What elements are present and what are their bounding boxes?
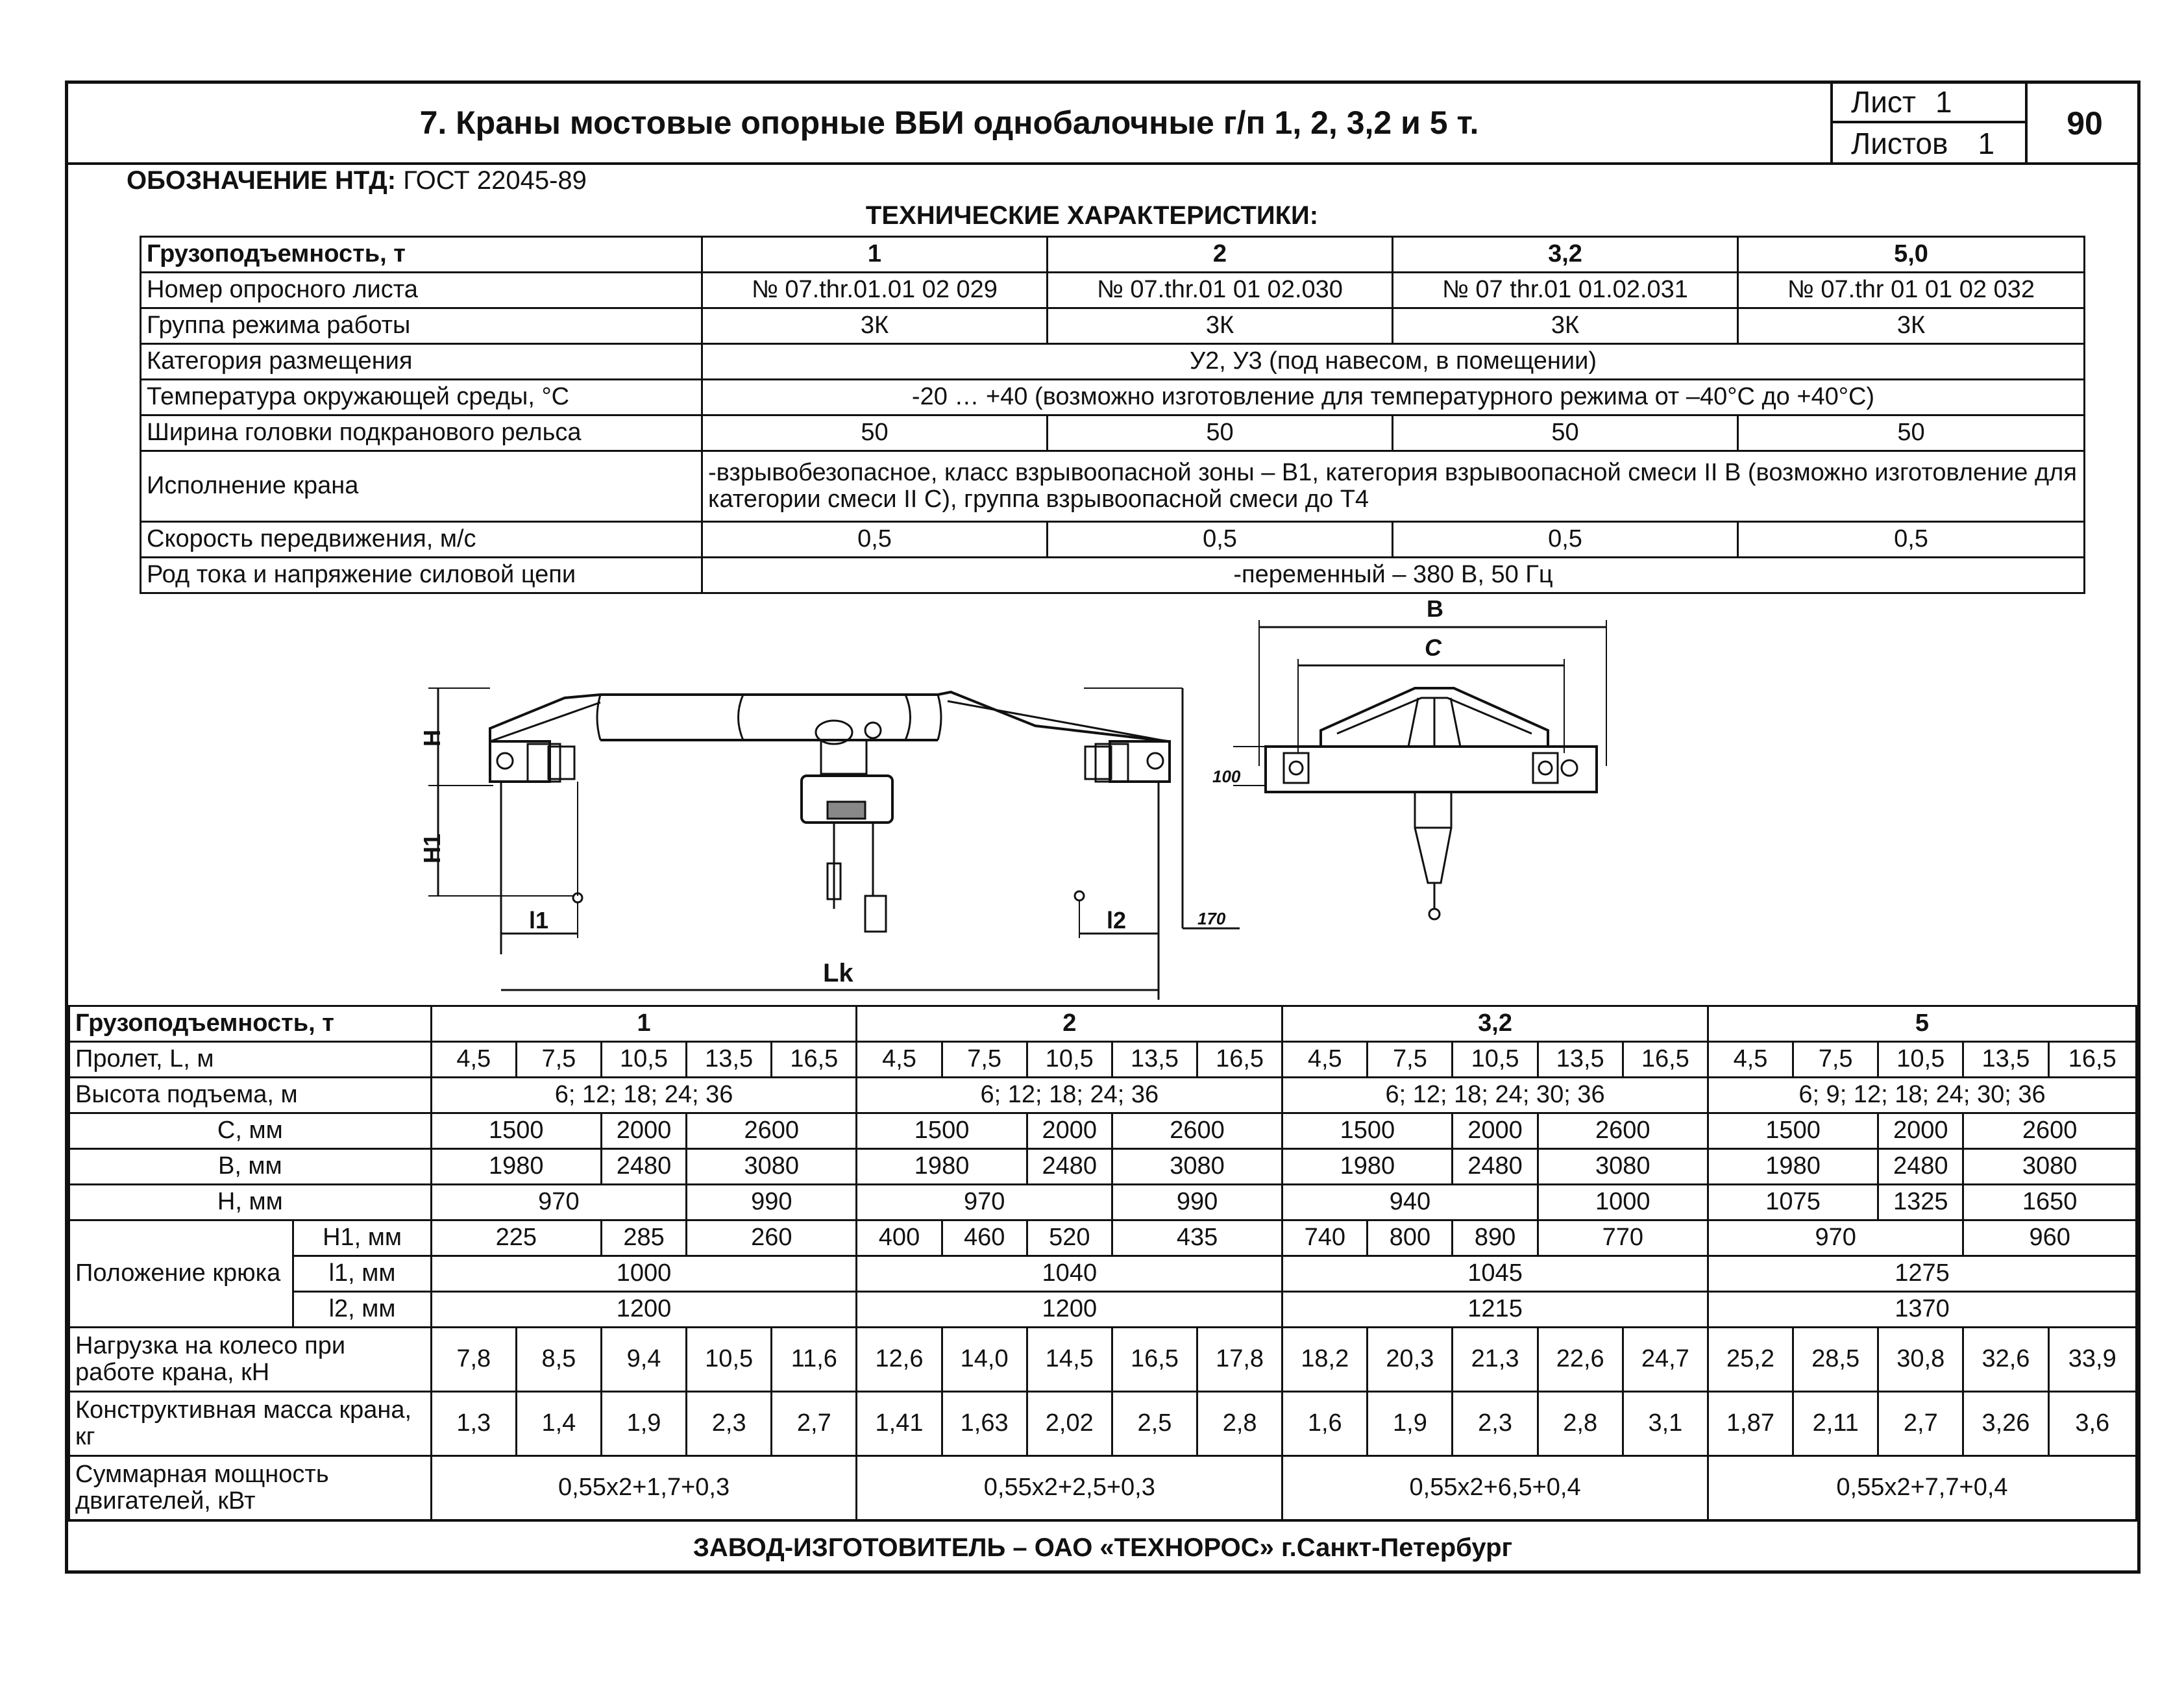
mass-cell: 2,7 bbox=[772, 1392, 857, 1456]
b-cell: 1980 bbox=[857, 1149, 1027, 1185]
spec-power-label: Суммарная мощность двигателей, кВт bbox=[69, 1456, 432, 1520]
l1-cell: 1000 bbox=[431, 1256, 857, 1292]
mass-cell: 2,8 bbox=[1197, 1392, 1282, 1456]
tech-value: № 07 thr.01 01.02.031 bbox=[1393, 273, 1738, 308]
tech-title: ТЕХНИЧЕСКИЕ ХАРАКТЕРИСТИКИ: bbox=[865, 201, 1319, 230]
mass-cell: 2,02 bbox=[1027, 1392, 1112, 1456]
mass-cell: 2,7 bbox=[1878, 1392, 1963, 1456]
tech-value: 0,5 bbox=[1393, 522, 1738, 558]
span-cell: 10,5 bbox=[1027, 1042, 1112, 1078]
h-cell: 1075 bbox=[1708, 1185, 1878, 1220]
span-cell: 16,5 bbox=[2048, 1042, 2137, 1078]
ntd-label: ОБОЗНАЧЕНИЕ НТД: bbox=[127, 166, 397, 195]
manufacturer-footer: ЗАВОД-ИЗГОТОВИТЕЛЬ – ОАО «ТЕХНОРОС» г.Санкт-Петербург bbox=[65, 1519, 2141, 1574]
c-cell: 2600 bbox=[1538, 1113, 1708, 1149]
b-cell: 1980 bbox=[1708, 1149, 1878, 1185]
b-cell: 2480 bbox=[1453, 1149, 1538, 1185]
mass-cell: 1,9 bbox=[601, 1392, 686, 1456]
mass-cell: 2,3 bbox=[1453, 1392, 1538, 1456]
span-cell: 7,5 bbox=[1793, 1042, 1878, 1078]
b-cell: 1980 bbox=[431, 1149, 601, 1185]
b-cell: 3080 bbox=[687, 1149, 857, 1185]
crane-side-view bbox=[428, 688, 1240, 1000]
c-cell: 2000 bbox=[1027, 1113, 1112, 1149]
power-cell: 0,55x2+6,5+0,4 bbox=[1282, 1456, 1708, 1520]
c-cell: 2000 bbox=[601, 1113, 686, 1149]
b-cell: 2480 bbox=[601, 1149, 686, 1185]
sheet-label: Лист bbox=[1851, 85, 1916, 119]
wheel-cell: 8,5 bbox=[516, 1328, 601, 1392]
tech-value: 0,5 bbox=[1738, 522, 2085, 558]
b-cell: 2480 bbox=[1878, 1149, 1963, 1185]
tech-capacity: 3,2 bbox=[1393, 237, 1738, 273]
dim-100-label: 100 bbox=[1212, 767, 1241, 786]
spec-lift-label: Высота подъема, м bbox=[69, 1078, 432, 1113]
b-cell: 1980 bbox=[1282, 1149, 1453, 1185]
spec-capacity: 5 bbox=[1708, 1006, 2136, 1042]
spec-wheel-label: Нагрузка на колесо при работе крана, кН bbox=[69, 1328, 432, 1392]
h-cell: 940 bbox=[1282, 1185, 1538, 1220]
spec-table bbox=[68, 1005, 2137, 1521]
spec-lift-row bbox=[69, 1078, 2137, 1113]
l2-cell: 1200 bbox=[857, 1292, 1282, 1328]
h1-cell: 260 bbox=[687, 1220, 857, 1256]
spec-h1-label: Н1, мм bbox=[293, 1220, 431, 1256]
tech-value: 3К bbox=[1393, 308, 1738, 344]
mass-cell: 3,6 bbox=[2048, 1392, 2137, 1456]
wheel-cell: 7,8 bbox=[431, 1328, 516, 1392]
c-cell: 1500 bbox=[1282, 1113, 1453, 1149]
spec-c-label: С, мм bbox=[69, 1113, 432, 1149]
ntd-value: ГОСТ 22045-89 bbox=[403, 166, 587, 195]
wheel-cell: 18,2 bbox=[1282, 1328, 1368, 1392]
lift-cell: 6; 12; 18; 24; 36 bbox=[431, 1078, 857, 1113]
c-cell: 2000 bbox=[1878, 1113, 1963, 1149]
spec-capacity: 2 bbox=[857, 1006, 1282, 1042]
spec-capacity-label: Грузоподъемность, т bbox=[69, 1006, 432, 1042]
c-cell: 2600 bbox=[1963, 1113, 2137, 1149]
wheel-cell: 25,2 bbox=[1708, 1328, 1793, 1392]
wheel-cell: 32,6 bbox=[1963, 1328, 2048, 1392]
tech-value: 0,5 bbox=[1048, 522, 1393, 558]
tech-label: Скорость передвижения, м/с bbox=[141, 522, 702, 558]
wheel-cell: 30,8 bbox=[1878, 1328, 1963, 1392]
h1-cell: 970 bbox=[1708, 1220, 1963, 1256]
span-cell: 7,5 bbox=[942, 1042, 1027, 1078]
b-cell: 3080 bbox=[1538, 1149, 1708, 1185]
tech-value: У2, У3 (под навесом, в помещении) bbox=[702, 344, 2085, 380]
span-cell: 10,5 bbox=[601, 1042, 686, 1078]
mass-cell: 1,9 bbox=[1368, 1392, 1453, 1456]
tech-capacity: 1 bbox=[702, 237, 1048, 273]
span-cell: 13,5 bbox=[1963, 1042, 2048, 1078]
spec-l2-label: l2, мм bbox=[293, 1292, 431, 1328]
mass-cell: 1,4 bbox=[516, 1392, 601, 1456]
span-cell: 4,5 bbox=[431, 1042, 516, 1078]
tech-value: № 07.thr 01 01 02 032 bbox=[1738, 273, 2085, 308]
spec-wheel-row bbox=[69, 1328, 2137, 1392]
lift-cell: 6; 9; 12; 18; 24; 30; 36 bbox=[1708, 1078, 2136, 1113]
dim-lk-label: Lk bbox=[823, 959, 853, 987]
tech-label: Исполнение крана bbox=[141, 451, 702, 522]
tech-label: Род тока и напряжение силовой цепи bbox=[141, 558, 702, 593]
h1-cell: 770 bbox=[1538, 1220, 1708, 1256]
tech-value: 50 bbox=[1738, 415, 2085, 451]
span-cell: 13,5 bbox=[1112, 1042, 1197, 1078]
tech-label: Ширина головки подкранового рельса bbox=[141, 415, 702, 451]
span-cell: 16,5 bbox=[1197, 1042, 1282, 1078]
tech-value: -взрывобезопасное, класс взрывоопасной зоны – В1, категория взрывоопасной смеси II В (возможно изготовление для категории смеси II С), группа взрывоопасной смеси до Т4 bbox=[702, 451, 2085, 522]
l2-cell: 1370 bbox=[1708, 1292, 2136, 1328]
h1-cell: 400 bbox=[857, 1220, 942, 1256]
dim-c-label: C bbox=[1425, 634, 1442, 661]
wheel-cell: 21,3 bbox=[1453, 1328, 1538, 1392]
dim-h-label: H bbox=[419, 730, 445, 747]
spec-h1-row bbox=[69, 1220, 2137, 1256]
mass-cell: 1,87 bbox=[1708, 1392, 1793, 1456]
mass-cell: 2,8 bbox=[1538, 1392, 1623, 1456]
tech-capacity: 2 bbox=[1048, 237, 1393, 273]
c-cell: 2600 bbox=[687, 1113, 857, 1149]
l1-cell: 1040 bbox=[857, 1256, 1282, 1292]
tech-value: № 07.thr.01 01 02.030 bbox=[1048, 273, 1393, 308]
dim-l2-label: l2 bbox=[1107, 907, 1127, 934]
wheel-cell: 20,3 bbox=[1368, 1328, 1453, 1392]
c-cell: 1500 bbox=[1708, 1113, 1878, 1149]
wheel-cell: 16,5 bbox=[1112, 1328, 1197, 1392]
mass-cell: 1,3 bbox=[431, 1392, 516, 1456]
spec-power-row bbox=[69, 1456, 2137, 1520]
wheel-cell: 14,5 bbox=[1027, 1328, 1112, 1392]
spec-b-label: В, мм bbox=[69, 1149, 432, 1185]
wheel-cell: 14,0 bbox=[942, 1328, 1027, 1392]
mass-cell: 2,11 bbox=[1793, 1392, 1878, 1456]
spec-b-row bbox=[69, 1149, 2137, 1185]
sheet-number: 1 bbox=[1935, 85, 1952, 119]
dim-l1-label: l1 bbox=[529, 907, 549, 934]
c-cell: 2000 bbox=[1453, 1113, 1538, 1149]
sheets-label: Листов bbox=[1851, 127, 1948, 160]
span-cell: 4,5 bbox=[857, 1042, 942, 1078]
wheel-cell: 28,5 bbox=[1793, 1328, 1878, 1392]
h1-cell: 460 bbox=[942, 1220, 1027, 1256]
mass-cell: 3,26 bbox=[1963, 1392, 2048, 1456]
span-cell: 16,5 bbox=[772, 1042, 857, 1078]
span-cell: 13,5 bbox=[687, 1042, 772, 1078]
h-cell: 1650 bbox=[1963, 1185, 2137, 1220]
mass-cell: 2,5 bbox=[1112, 1392, 1197, 1456]
b-cell: 3080 bbox=[1112, 1149, 1282, 1185]
spec-mass-row bbox=[69, 1392, 2137, 1456]
tech-value: 50 bbox=[1393, 415, 1738, 451]
tech-value: 50 bbox=[1048, 415, 1393, 451]
dim-b-label: B bbox=[1427, 595, 1443, 622]
wheel-cell: 12,6 bbox=[857, 1328, 942, 1392]
h-cell: 990 bbox=[687, 1185, 857, 1220]
c-cell: 1500 bbox=[431, 1113, 601, 1149]
spec-span-label: Пролет, L, м bbox=[69, 1042, 432, 1078]
dim-170-label: 170 bbox=[1197, 909, 1226, 928]
tech-label: Номер опросного листа bbox=[141, 273, 702, 308]
tech-label: Группа режима работы bbox=[141, 308, 702, 344]
h1-cell: 285 bbox=[601, 1220, 686, 1256]
tech-value: 50 bbox=[702, 415, 1048, 451]
crane-end-view bbox=[1233, 620, 1606, 919]
tech-value: 3К bbox=[1048, 308, 1393, 344]
power-cell: 0,55x2+7,7+0,4 bbox=[1708, 1456, 2136, 1520]
tech-label: Категория размещения bbox=[141, 344, 702, 380]
wheel-cell: 17,8 bbox=[1197, 1328, 1282, 1392]
h1-cell: 800 bbox=[1368, 1220, 1453, 1256]
span-cell: 10,5 bbox=[1453, 1042, 1538, 1078]
power-cell: 0,55x2+1,7+0,3 bbox=[431, 1456, 857, 1520]
mass-cell: 3,1 bbox=[1623, 1392, 1708, 1456]
span-cell: 4,5 bbox=[1282, 1042, 1368, 1078]
mass-cell: 2,3 bbox=[687, 1392, 772, 1456]
h1-cell: 960 bbox=[1963, 1220, 2137, 1256]
spec-l2-row bbox=[69, 1292, 2137, 1328]
mass-cell: 1,6 bbox=[1282, 1392, 1368, 1456]
sheets-number: 1 bbox=[1978, 127, 1995, 160]
wheel-cell: 10,5 bbox=[687, 1328, 772, 1392]
lift-cell: 6; 12; 18; 24; 30; 36 bbox=[1282, 1078, 1708, 1113]
h1-cell: 520 bbox=[1027, 1220, 1112, 1256]
tech-value: 0,5 bbox=[702, 522, 1048, 558]
spec-h-label: Н, мм bbox=[69, 1185, 432, 1220]
tech-label: Температура окружающей среды, °С bbox=[141, 380, 702, 415]
page-number: 90 bbox=[2025, 83, 2142, 164]
span-cell: 7,5 bbox=[516, 1042, 601, 1078]
l1-cell: 1045 bbox=[1282, 1256, 1708, 1292]
spec-capacity: 1 bbox=[431, 1006, 857, 1042]
spec-hook-label: Положение крюка bbox=[69, 1220, 293, 1328]
h-cell: 970 bbox=[431, 1185, 686, 1220]
mass-cell: 1,63 bbox=[942, 1392, 1027, 1456]
tech-value: № 07.thr.01.01 02 029 bbox=[702, 273, 1048, 308]
span-cell: 16,5 bbox=[1623, 1042, 1708, 1078]
h-cell: 970 bbox=[857, 1185, 1112, 1220]
tech-value: 3К bbox=[1738, 308, 2085, 344]
wheel-cell: 33,9 bbox=[2048, 1328, 2137, 1392]
span-cell: 4,5 bbox=[1708, 1042, 1793, 1078]
wheel-cell: 11,6 bbox=[772, 1328, 857, 1392]
h1-cell: 740 bbox=[1282, 1220, 1368, 1256]
h-cell: 1325 bbox=[1878, 1185, 1963, 1220]
tech-value: 3К bbox=[702, 308, 1048, 344]
b-cell: 2480 bbox=[1027, 1149, 1112, 1185]
h-cell: 1000 bbox=[1538, 1185, 1708, 1220]
spec-span-row bbox=[69, 1042, 2137, 1078]
tech-value: -20 … +40 (возможно изготовление для температурного режима от –40°С до +40°С) bbox=[702, 380, 2085, 415]
mass-cell: 1,41 bbox=[857, 1392, 942, 1456]
c-cell: 1500 bbox=[857, 1113, 1027, 1149]
span-cell: 13,5 bbox=[1538, 1042, 1623, 1078]
dim-h1-label: H1 bbox=[419, 833, 445, 863]
tech-value: -переменный – 380 В, 50 Гц bbox=[702, 558, 2085, 593]
l2-cell: 1215 bbox=[1282, 1292, 1708, 1328]
power-cell: 0,55x2+2,5+0,3 bbox=[857, 1456, 1282, 1520]
span-cell: 10,5 bbox=[1878, 1042, 1963, 1078]
wheel-cell: 9,4 bbox=[601, 1328, 686, 1392]
tech-capacity: 5,0 bbox=[1738, 237, 2085, 273]
c-cell: 2600 bbox=[1112, 1113, 1282, 1149]
l1-cell: 1275 bbox=[1708, 1256, 2136, 1292]
lift-cell: 6; 12; 18; 24; 36 bbox=[857, 1078, 1282, 1113]
tech-capacity-label: Грузоподъемность, т bbox=[141, 237, 702, 273]
h1-cell: 435 bbox=[1112, 1220, 1282, 1256]
page-title: 7. Краны мостовые опорные ВБИ однобалочные г/п 1, 2, 3,2 и 5 т. bbox=[419, 105, 1479, 141]
h-cell: 990 bbox=[1112, 1185, 1282, 1220]
spec-capacity-row bbox=[69, 1006, 2137, 1042]
h1-cell: 890 bbox=[1453, 1220, 1538, 1256]
spec-c-row bbox=[69, 1113, 2137, 1149]
spec-h-row bbox=[69, 1185, 2137, 1220]
b-cell: 3080 bbox=[1963, 1149, 2137, 1185]
span-cell: 7,5 bbox=[1368, 1042, 1453, 1078]
spec-l1-row bbox=[69, 1256, 2137, 1292]
spec-mass-label: Конструктивная масса крана, кг bbox=[69, 1392, 432, 1456]
h1-cell: 225 bbox=[431, 1220, 601, 1256]
spec-capacity: 3,2 bbox=[1282, 1006, 1708, 1042]
l2-cell: 1200 bbox=[431, 1292, 857, 1328]
wheel-cell: 22,6 bbox=[1538, 1328, 1623, 1392]
wheel-cell: 24,7 bbox=[1623, 1328, 1708, 1392]
spec-l1-label: l1, мм bbox=[293, 1256, 431, 1292]
